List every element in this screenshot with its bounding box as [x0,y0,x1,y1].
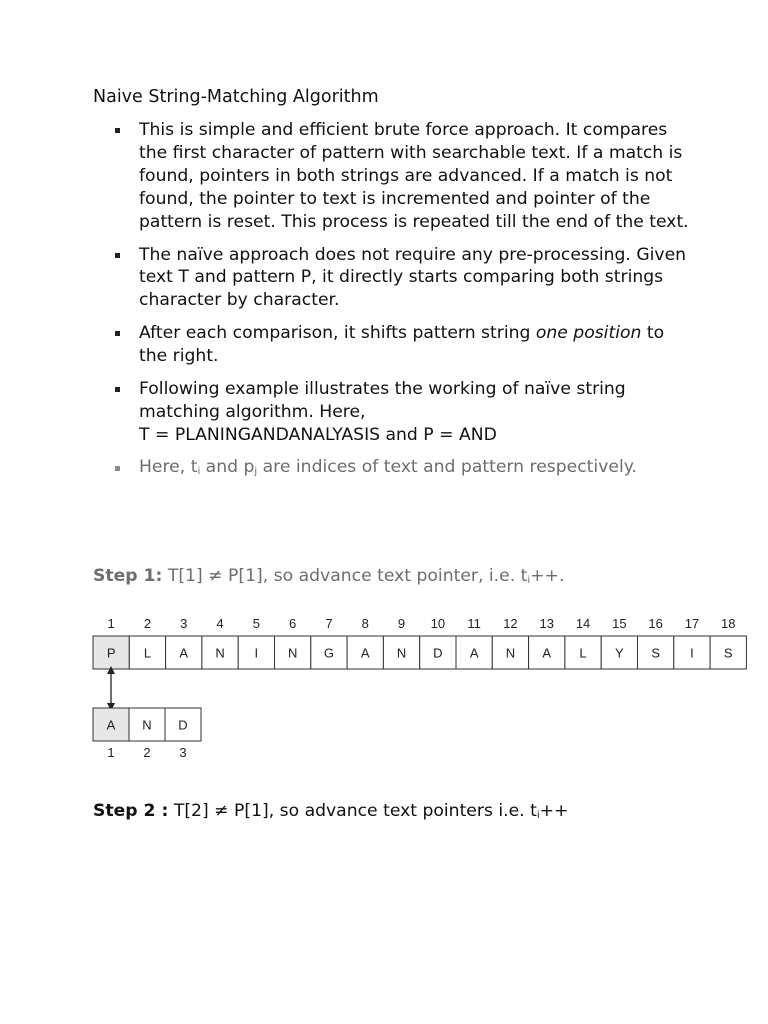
pattern-string-row [93,708,201,741]
step-1-subscript: i [527,575,531,586]
bullet-text: Following example illustrates the working of naïve string matching algorithm. Here, [139,379,626,422]
text-index-label: 15 [612,616,627,631]
text-index-label: 6 [289,616,297,631]
text-cell-char: A [469,645,479,661]
text-index-row [108,616,736,631]
pattern-cell-char: N [142,717,152,733]
bullet-text-start: After each comparison, it shifts pattern string [139,323,536,344]
bullet-text: This is simple and efficient brute force approach. It compares the first character of pattern with searchable text. If a match is found, pointers in both strings are advanced. If a match is not found, the pointer to text is incremented and pointer of the pattern is reset. This process is repeated till the end of the text. [139,120,689,232]
step-1-text-end: ++. [530,566,565,586]
pattern-index-label: 2 [143,745,151,760]
text-cell-char: A [360,645,370,661]
bullet-example [93,378,693,447]
bullet-marker [115,128,120,133]
pattern-index-label: 3 [179,745,187,760]
text-index-label: 13 [539,616,554,631]
step-1-label: Step 1: [93,566,163,586]
text-cell-char: S [651,645,660,661]
bullet-marker [115,331,120,336]
pattern-cell-char: D [178,717,188,733]
bullet-no-preprocessing [93,244,693,313]
bullet-marker [115,253,120,258]
text-index-label: 5 [252,616,260,631]
step-2-subscript: i [536,810,540,821]
text-string-row [93,636,746,669]
bullet-text [139,323,664,366]
step-2-text-end: ++ [539,801,569,821]
text-cell-char: S [723,645,733,661]
text-index-label: 10 [430,616,446,631]
pattern-index-label: 1 [107,745,115,760]
text-index-label: 7 [325,616,333,631]
text-cell-char: N [215,645,225,661]
step-1-text: T[1] ≠ P[1], so advance text pointer, i.e. t [162,566,528,586]
bullet-list [93,119,693,488]
text-cell-char: L [143,645,152,661]
step-1 [93,565,564,587]
bullet-text: The naïve approach does not require any pre-processing. Given text T and pattern P, it directly starts comparing both strings character by character. [139,244,687,311]
text-cell-char: N [287,645,298,661]
text-index-label: 17 [684,616,700,631]
text-cell-char: A [542,645,552,661]
subscript-j: j [254,465,258,477]
text-index-label: 12 [503,616,518,631]
string-matching-diagram [86,610,754,770]
document-title: Naive String-Matching Algorithm [93,87,379,107]
text-cell-char: P [106,645,116,661]
indices-text-part: are indices of text and pattern respectively. [257,456,637,477]
text-index-label: 16 [648,616,663,631]
bullet-indices [93,457,693,478]
bullet-italic-text: one position [535,323,642,344]
step-2-label: Step 2 : [93,801,169,821]
text-cell-char: D [433,645,443,661]
text-index-label: 14 [575,616,591,631]
text-cell-char: I [254,645,259,661]
indices-text-part: Here, t [139,456,198,477]
indices-text-part: and p [200,456,255,477]
text-index-label: 11 [467,616,481,631]
text-cell-char: I [690,645,694,661]
text-cell-char: Y [615,645,624,661]
text-cell-char: G [323,645,335,661]
bullet-marker [115,387,120,392]
bullet-marker [115,466,120,471]
bullet-shift [93,322,693,368]
text-index-label: 1 [107,616,115,631]
text-index-label: 9 [397,616,406,631]
text-cell-char: N [396,645,407,661]
bullet-brute-force [93,119,693,234]
subscript-i: i [197,465,201,477]
bullet-text [139,457,637,477]
text-index-label: 8 [361,616,369,631]
text-cell-char: A [179,645,189,661]
step-2-text: T[2] ≠ P[1], so advance text pointers i.e. t [168,801,537,821]
text-cell-char: L [579,645,587,661]
bullet-text-end: to the right. [139,323,665,367]
text-index-label: 2 [143,616,152,631]
step-2 [93,800,568,822]
example-equation: T = PLANINGANDANALYASIS and P = AND [139,424,497,445]
pattern-cell-char: A [106,717,116,733]
text-index-label: 3 [180,616,188,631]
text-index-label: 4 [216,616,224,631]
text-cell-char: N [505,645,516,661]
text-index-label: 18 [721,616,736,631]
pattern-index-row [107,745,186,760]
